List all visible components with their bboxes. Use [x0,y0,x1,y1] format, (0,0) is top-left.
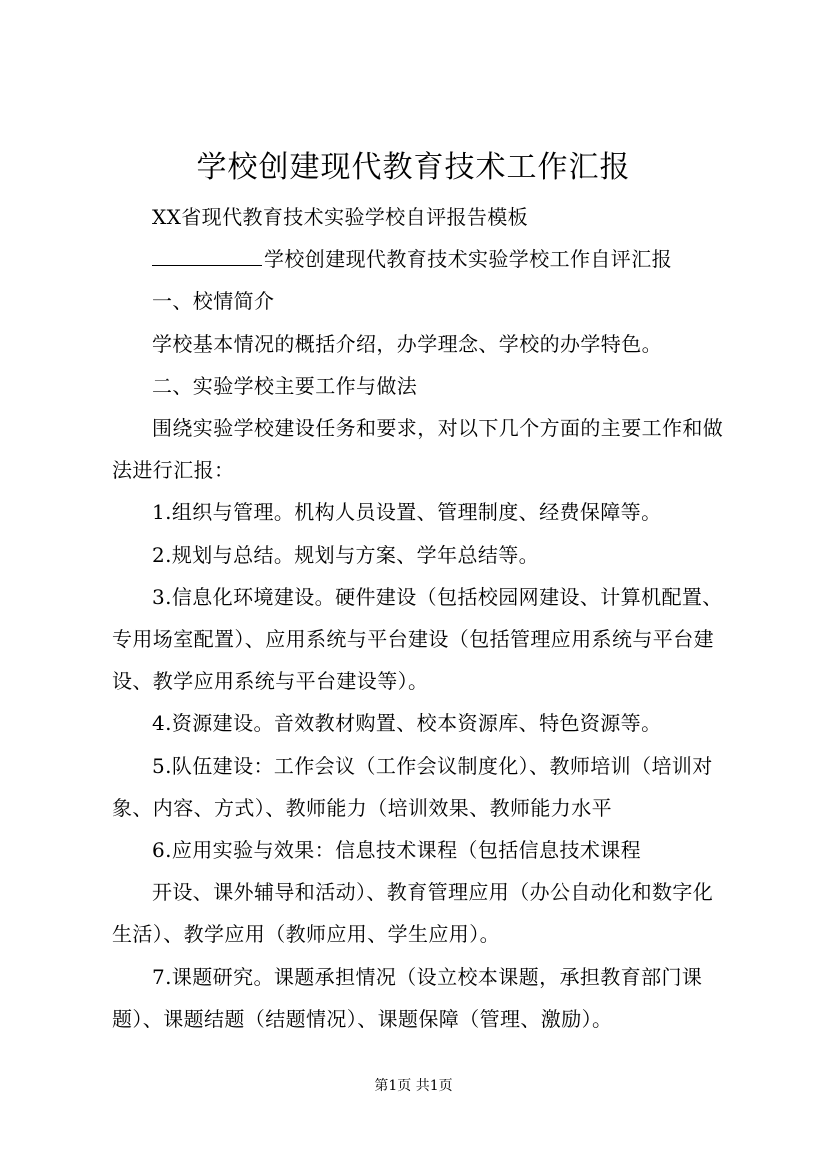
fill-in-blank [152,245,262,266]
list-item-6-continued: 开设、课外辅导和活动）、教育管理应用（办公自动化和数字化生活）、教学应用（教师应用、学生应用）。 [112,880,714,947]
paragraph-template-heading: XX省现代教育技术实验学校自评报告模板 [152,205,529,229]
section-heading-1: 一、校情简介 [152,289,275,314]
list-item-3: 3.信息化环境建设。硬件建设（包括校园网建设、计算机配置、专用场室配置）、应用系统与平台建设（包括管理应用系统与平台建设、教学应用系统与平台建设等）。 [112,584,723,694]
list-item-6: 6.应用实验与效果：信息技术课程（包括信息技术课程 [152,838,642,863]
list-item-5: 5.队伍建设：工作会议（工作会议制度化）、教师培训（培训对象、内容、方式）、教师能力（培训效果、教师能力水平 [112,753,713,820]
report-heading-text: 学校创建现代教育技术实验学校工作自评汇报 [264,247,672,272]
paragraph-school-intro: 学校基本情况的概括介绍，办学理念、学校的办学特色。 [152,331,662,356]
paragraph-work-intro: 围绕实验学校建设任务和要求，对以下几个方面的主要工作和做法进行汇报： [112,416,724,483]
list-item-7: 7.课题研究。课题承担情况（设立校本课题，承担教育部门课题）、课题结题（结题情况）、课题保障（管理、激励）。 [112,964,703,1031]
list-item-4: 4.资源建设。音效教材购置、校本资源库、特色资源等。 [152,711,662,736]
section-heading-2: 二、实验学校主要工作与做法 [152,373,418,398]
list-item-1: 1.组织与管理。机构人员设置、管理制度、经费保障等。 [152,500,662,525]
paragraph-report-heading [112,238,724,280]
document-body [112,196,724,1040]
page-footer: 第1页 共1页 [374,1078,453,1094]
document-title: 学校创建现代教育技术工作汇报 [196,150,631,185]
list-item-2: 2.规划与总结。规划与方案、学年总结等。 [152,542,540,567]
